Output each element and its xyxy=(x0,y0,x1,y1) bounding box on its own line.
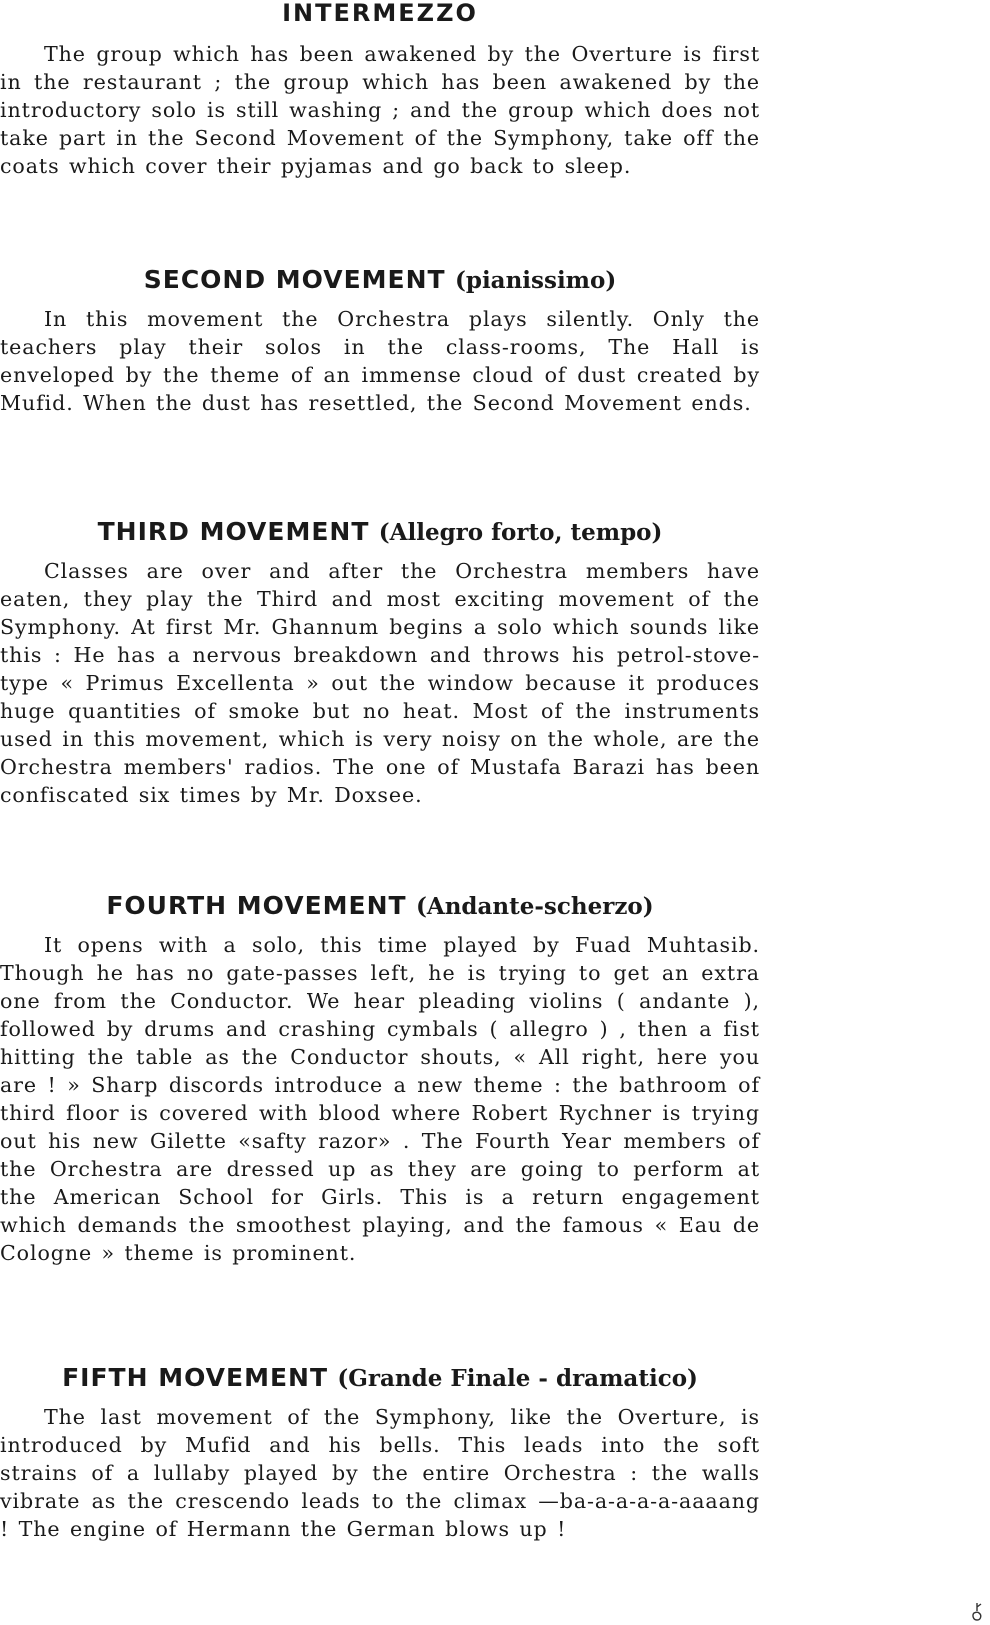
fourth-movement-title: FOURTH MOVEMENT xyxy=(106,891,407,920)
second-movement-section xyxy=(0,264,760,417)
fourth-movement-section xyxy=(0,890,760,1267)
third-movement-tempo: (Allegro forto, tempo) xyxy=(378,519,663,546)
margin-mark-icon xyxy=(970,1601,984,1623)
intermezzo-section xyxy=(0,0,760,180)
second-movement-paragraph xyxy=(0,305,760,417)
second-movement-heading xyxy=(0,264,760,296)
third-movement-title: THIRD MOVEMENT xyxy=(97,517,370,546)
fifth-movement-text: The last movement of the Symphony, like the Overture, is introduced by Mufid and his bells. This leads into the soft strains of a lullaby played by the entire Orchestra : the walls vibrate as the crescendo leads to the climax —ba-a-a-a-a-aaaang ! The engine of Hermann the German blows up ! xyxy=(0,1405,760,1541)
second-movement-title: SECOND MOVEMENT xyxy=(143,265,446,294)
intermezzo-paragraph xyxy=(0,40,760,180)
fifth-movement-tempo: (Grande Finale - dramatico) xyxy=(337,1365,698,1392)
fourth-movement-heading xyxy=(0,890,760,922)
third-movement-text: Classes are over and after the Orchestra members have eaten, they play the Third and most exciting movement of the Symphony. At first Mr. Ghannum begins a solo which sounds like this : He has a nervous breakdown and throws his petrol-stove-type « Primus Excellenta » out the window because it produces huge quantities of smoke but no heat. Most of the instruments used in this movement, which is very noisy on the whole, are the Orchestra members' radios. The one of Mustafa Barazi has been confiscated six times by Mr. Doxsee. xyxy=(0,559,760,807)
fourth-movement-paragraph xyxy=(0,931,760,1267)
intermezzo-heading xyxy=(0,0,760,28)
fifth-movement-title: FIFTH MOVEMENT xyxy=(62,1363,329,1392)
third-movement-paragraph xyxy=(0,557,760,809)
second-movement-text: In this movement the Orchestra plays silently. Only the teachers play their solos in the class-rooms, The Hall is enveloped by the theme of an immense cloud of dust created by Mufid. When the dust has resettled, the Second Movement ends. xyxy=(0,307,760,415)
fifth-movement-heading xyxy=(0,1362,760,1394)
third-movement-heading xyxy=(0,516,760,548)
fourth-movement-text: It opens with a solo, this time played by Fuad Muhtasib. Though he has no gate-passes left, he is trying to get an extra one from the Conductor. We hear pleading violins ( andante ), followed by drums and crashing cymbals ( allegro ) , then a fist hitting the table as the Conductor shouts, « All right, here you are ! » Sharp discords introduce a new theme : the bathroom of third floor is covered with blood where Robert Rychner is trying out his new Gilette «safty razor» . The Fourth Year members of the Orchestra are dressed up as they are going to perform at the American School for Girls. This is a return engagement which demands the smoothest playing, and the famous « Eau de Cologne » theme is prominent. xyxy=(0,933,760,1265)
second-movement-tempo: (pianissimo) xyxy=(454,267,617,294)
intermezzo-text: The group which has been awakened by the Overture is first in the restaurant ; the group which has been awakened by the introductory solo is still washing ; and the group which does not take part in the Second Movement of the Symphony, take off the coats which cover their pyjamas and go back to sleep. xyxy=(0,42,760,178)
intermezzo-title: INTERMEZZO xyxy=(282,0,478,27)
third-movement-section xyxy=(0,516,760,809)
fifth-movement-section xyxy=(0,1362,760,1543)
fourth-movement-tempo: (Andante-scherzo) xyxy=(415,893,654,920)
fifth-movement-paragraph xyxy=(0,1403,760,1543)
